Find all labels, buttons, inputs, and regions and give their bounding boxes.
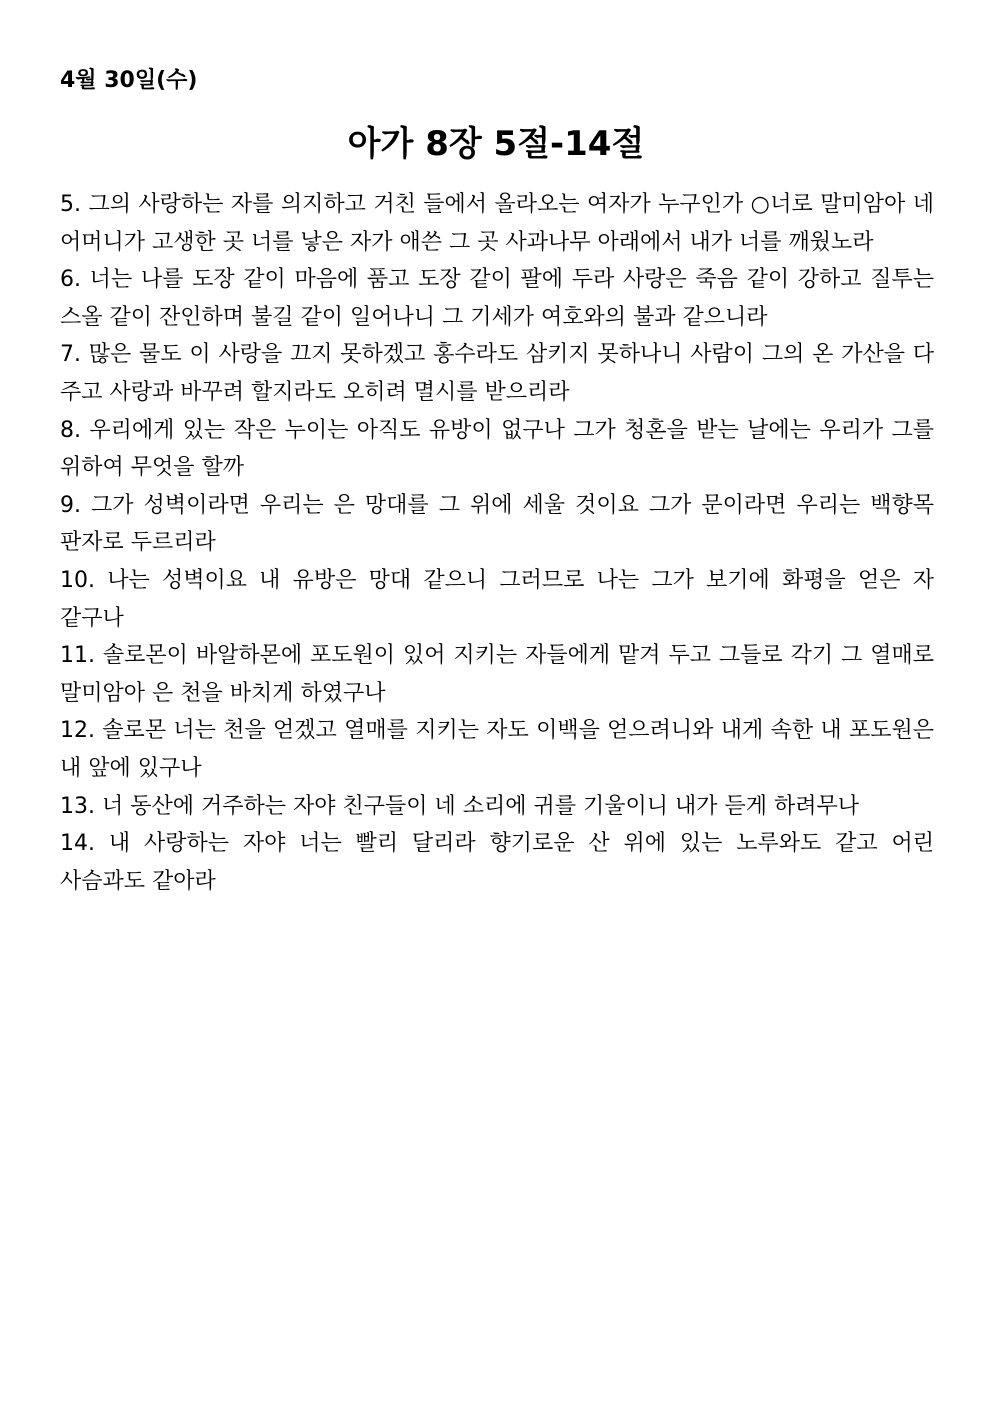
verse-9: 9. 그가 성벽이라면 우리는 은 망대를 그 위에 세울 것이요 그가 문이라면 우리는 백향목 판자로 두르리라 xyxy=(60,492,934,556)
verse-11: 11. 솔로몬이 바알하몬에 포도원이 있어 지키는 자들에게 맡겨 두고 그들로 각기 그 열매로 말미암아 은 천을 바치게 하였구나 xyxy=(60,643,934,706)
verse-5: 5. 그의 사랑하는 자를 의지하고 거친 들에서 올라오는 여자가 누구인가 ○너로 말미암아 네 어머니가 고생한 곳 너를 낳은 자가 애쓴 그 곳 사과나무 아래에서 내가 너를 깨웠노라 xyxy=(60,192,934,255)
verse-list xyxy=(60,186,934,900)
verse-6: 6. 너는 나를 도장 같이 마음에 품고 도장 같이 팔에 두라 사랑은 죽음 같이 강하고 질투는 스올 같이 잔인하며 불길 같이 일어나니 그 기세가 여호와의 불과 같으니라 xyxy=(60,267,934,330)
verse-8: 8. 우리에게 있는 작은 누이는 아직도 유방이 없구나 그가 청혼을 받는 날에는 우리가 그를 위하여 무엇을 할까 xyxy=(60,417,934,481)
page-title: 아가 8장 5절-14절 xyxy=(347,124,645,164)
verse-13: 13. 너 동산에 거주하는 자야 친구들이 네 소리에 귀를 기울이니 내가 듣게 하려무나 xyxy=(60,793,859,819)
date-heading: 4월 30일(수) xyxy=(60,68,198,93)
verse-12: 12. 솔로몬 너는 천을 얻겠고 열매를 지키는 자도 이백을 얻으려니와 내게 속한 내 포도원은 내 앞에 있구나 xyxy=(60,718,934,781)
verse-7: 7. 많은 물도 이 사랑을 끄지 못하겠고 홍수라도 삼키지 못하나니 사람이 그의 온 가산을 다 주고 사랑과 바꾸려 할지라도 오히려 멸시를 받으리라 xyxy=(60,342,934,405)
verse-14: 14. 내 사랑하는 자야 너는 빨리 달리라 향기로운 산 위에 있는 노루와도 같고 어린 사슴과도 같아라 xyxy=(60,831,934,894)
verse-10: 10. 나는 성벽이요 내 유방은 망대 같으니 그러므로 나는 그가 보기에 화평을 얻은 자 같구나 xyxy=(60,567,934,631)
